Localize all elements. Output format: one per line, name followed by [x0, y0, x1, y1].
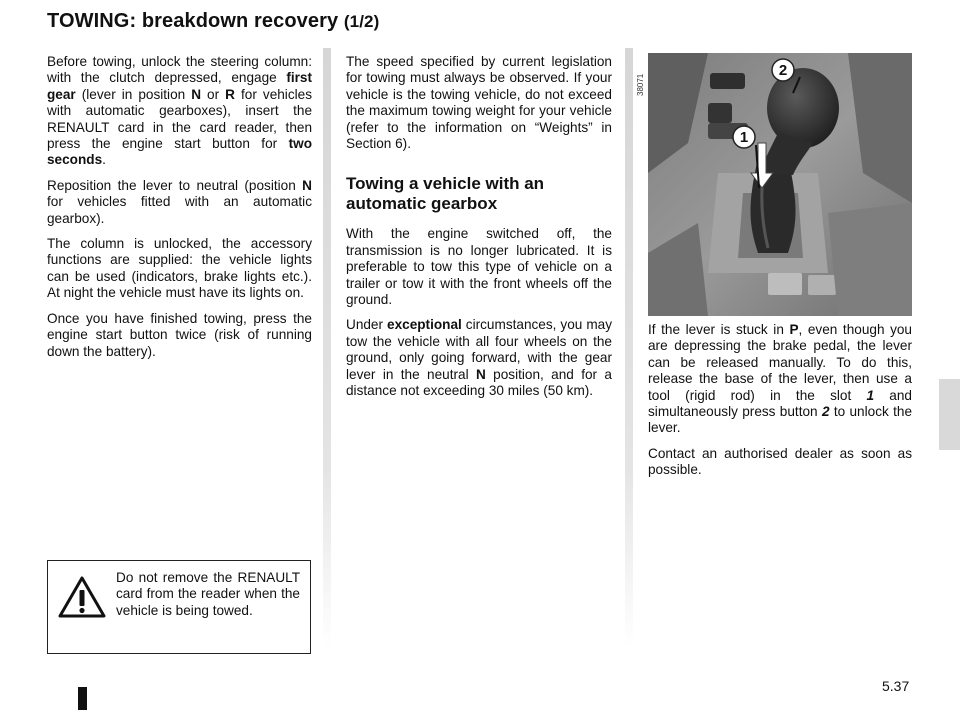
emphasis: N	[302, 177, 312, 193]
paragraph: Reposition the lever to neutral (position N for vehicles fitted with an automatic gearbox).	[47, 177, 312, 226]
emphasis: exceptional	[387, 317, 462, 333]
warning-box	[47, 560, 311, 654]
warning-text: Do not remove the RENAULT card from the reader when the vehicle is being towed.	[116, 570, 300, 618]
title-part: (1/2)	[343, 12, 380, 31]
emphasis: 2	[821, 404, 830, 420]
emphasis: two seconds	[47, 136, 312, 168]
emphasis: N	[475, 366, 486, 382]
paragraph: Once you have finished towing, press the engine start button twice (risk of running down the battery).	[47, 310, 312, 359]
warning-triangle-icon	[58, 575, 106, 619]
gear-lever-illustration	[648, 53, 912, 316]
page-number: 5.37	[882, 678, 910, 694]
paragraph: If the lever is stuck in P, even though you are depressing the brake pedal, the lever can be released manually. To do this, release the base of the lever, then use a tool (rigid rod) in the slot 1 and simultaneously press button 2 to unlock the lever.	[648, 322, 913, 436]
photo-label-1: 1	[739, 129, 749, 146]
column-divider-left	[323, 48, 331, 648]
emphasis: N	[191, 86, 202, 102]
emphasis: P	[789, 322, 799, 337]
emphasis: R	[225, 86, 235, 102]
photo-label-2: 2	[778, 62, 788, 79]
photo-reference-code: 38071	[636, 73, 645, 96]
chapter-tab	[939, 379, 960, 450]
emphasis: first gear	[47, 70, 312, 102]
title-main: TOWING: breakdown recovery	[47, 10, 339, 32]
paragraph: Before towing, unlock the steering column: with the clutch depressed, engage first gear (lever in position N or R for vehicles with automatic gearboxes), insert the RENAULT card in the card reader, then press the engine start button for two seconds.	[47, 54, 313, 168]
paragraph: With the engine switched off, the transmission is no longer lubricated. It is preferable to tow this type of vehicle on a trailer or tow it with the front wheels off the ground.	[346, 226, 612, 308]
emphasis: 1	[866, 387, 875, 403]
paragraph: Under exceptional circumstances, you may tow the vehicle with all four wheels on the ground, only going forward, with the gear lever in the neutral N position, and for a distance not exceeding 30 miles (50 km).	[346, 317, 612, 399]
column-middle	[346, 54, 612, 409]
page-title	[47, 10, 379, 33]
gear-lever-photo	[648, 53, 912, 316]
column-divider-right	[625, 48, 633, 648]
paragraph: The column is unlocked, the accessory functions are supplied: the vehicle lights can be used (indicators, brake lights etc.). At night the vehicle must have its lights on.	[47, 236, 312, 301]
section-heading: Towing a vehicle with an automatic gearbox	[346, 174, 545, 214]
column-right	[648, 322, 912, 488]
paragraph: The speed specified by current legislation for towing must always be observed. If your vehicle is the towing vehicle, do not exceed the maximum towing weight for your vehicle (refer to the information on “Weights” in Section 6).	[346, 54, 612, 152]
column-left	[47, 54, 312, 369]
paragraph: Contact an authorised dealer as soon as possible.	[648, 445, 912, 478]
crop-mark	[78, 687, 87, 710]
